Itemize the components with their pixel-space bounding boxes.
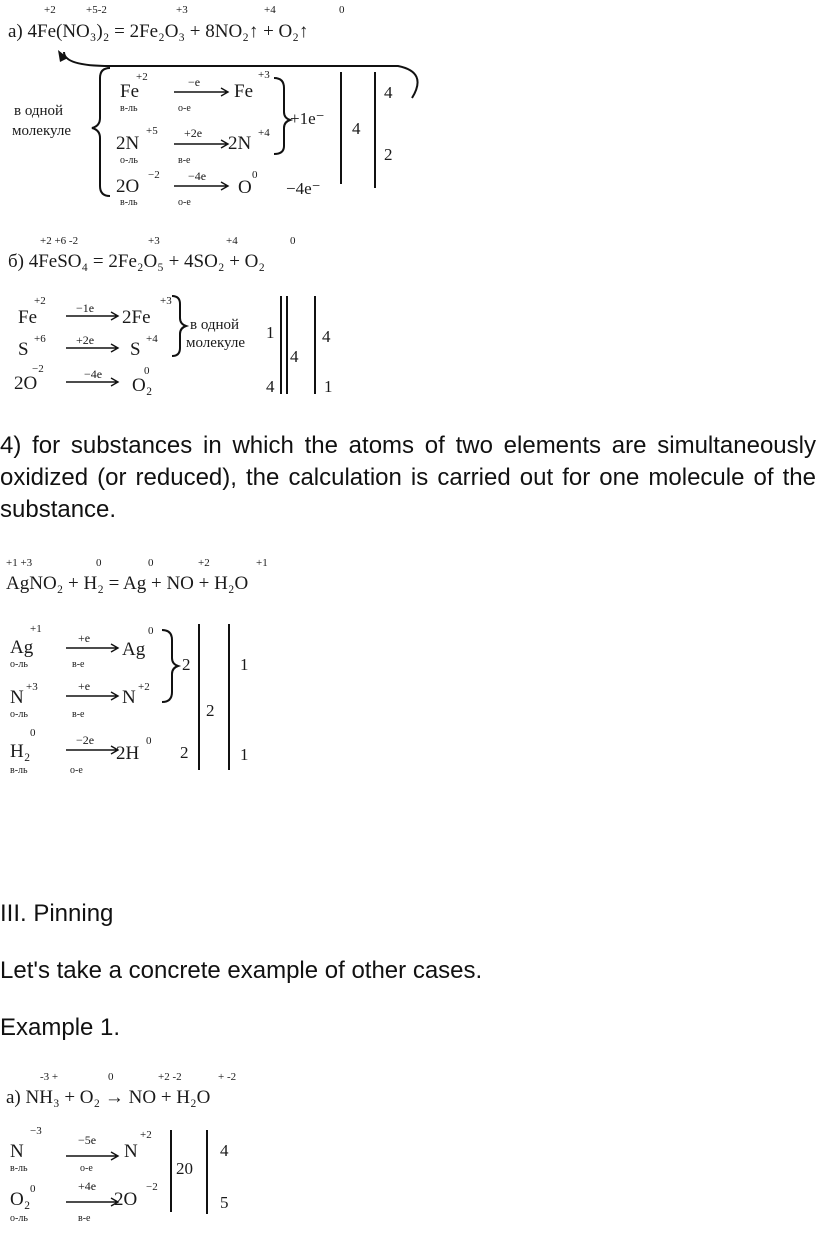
balance-line (374, 72, 376, 188)
transfer-count: 2 (180, 743, 189, 762)
ox-state: +4 (146, 333, 158, 345)
ox-state: +3 (148, 235, 160, 247)
coefficient: 5 (220, 1193, 229, 1212)
ox-state: +2 -2 (158, 1071, 182, 1083)
balance-line (280, 296, 282, 394)
equation-a: а) 4Fe(NO₃)₂ = 2Fe₂O₃ + 8NO₂↑ + O₂↑ (8, 21, 309, 42)
ox-state: +2 (136, 71, 148, 83)
electron-mark: +2e (76, 333, 95, 347)
process-label: о-е (80, 1163, 93, 1174)
ox-state: 0 (339, 4, 345, 16)
transfer-count: 4 (266, 377, 275, 396)
lcm-value: 2 (206, 701, 215, 720)
ox-state: 0 (148, 557, 154, 569)
balance-line (206, 1130, 208, 1214)
electron-mark: +e (78, 631, 91, 645)
ox-state: 0 (290, 235, 296, 247)
electron-mark: −1e (76, 301, 95, 315)
role-label: в-ль (120, 103, 138, 114)
electron-mark: −5e (78, 1133, 97, 1147)
species: 2N (116, 133, 140, 154)
electron-sum: +1e⁻ (290, 109, 325, 128)
side-label: в одной (190, 317, 240, 333)
ox-state: 0 (252, 169, 258, 181)
species: N (10, 687, 24, 708)
rule-paragraph: 4) for substances in which the atoms of two elements are simultaneously oxidized (or reduced), the calculation is carried out for one molecule of the substance. (0, 432, 816, 523)
equation-d: а) NH₃ + O₂ → NO + H₂O (6, 1087, 211, 1108)
ox-state: +2 (34, 295, 46, 307)
lcm-value: 4 (352, 119, 361, 138)
example-label: Example 1. (0, 1014, 121, 1041)
species: S (18, 339, 29, 360)
ox-state: −2 (146, 1181, 158, 1193)
balance-line (228, 624, 230, 770)
ox-state: +1 (256, 557, 268, 569)
ox-state: +3 (26, 681, 38, 693)
ox-state: +3 (160, 295, 172, 307)
species: H₂ (10, 741, 31, 762)
process-label: в-е (178, 155, 191, 166)
coefficient: 4 (322, 327, 331, 346)
process-label: в-е (72, 709, 85, 720)
transfer-count: 1 (266, 323, 275, 342)
ox-state: +2 +6 -2 (40, 235, 79, 247)
coefficient: 1 (240, 745, 249, 764)
process-label: о-е (178, 103, 191, 114)
ox-state: +2 (44, 4, 56, 16)
electron-sum: −4e⁻ (286, 179, 321, 198)
electron-mark: +e (78, 679, 91, 693)
species: N (10, 1141, 24, 1162)
side-label: молекуле (12, 123, 71, 139)
ox-state: +4 (258, 127, 270, 139)
species: 2O (114, 1189, 138, 1210)
coefficient: 2 (384, 145, 393, 164)
species: N (124, 1141, 138, 1162)
balance-line (340, 72, 342, 184)
balance-line (198, 624, 200, 770)
ox-state: 0 (146, 735, 152, 747)
species: 2N (228, 133, 252, 154)
electron-mark: −4e (84, 367, 103, 381)
ox-state: +3 (176, 4, 188, 16)
ox-state: 0 (144, 365, 150, 377)
coefficient: 1 (240, 655, 249, 674)
side-label: в одной (14, 103, 64, 119)
ox-state: +2 (140, 1129, 152, 1141)
role-label: в-ль (10, 765, 28, 776)
ox-state: +4 (264, 4, 276, 16)
process-label: о-е (70, 765, 83, 776)
species: 2H (116, 743, 140, 764)
process-label: о-е (178, 197, 191, 208)
section-heading: III. Pinning (0, 900, 114, 927)
ox-state: +1 (30, 623, 42, 635)
ox-state: +3 (258, 69, 270, 81)
species: O (238, 177, 252, 198)
electron-mark: +4e (78, 1179, 97, 1193)
role-label: о-ль (120, 155, 138, 166)
ox-state: +2 (198, 557, 210, 569)
role-label: в-ль (120, 197, 138, 208)
species: 2O (14, 373, 38, 394)
electron-mark: +2e (184, 126, 203, 140)
ox-state: 0 (108, 1071, 114, 1083)
ox-state: +5 (146, 125, 158, 137)
electron-mark: −e (188, 75, 201, 89)
role-label: в-ль (10, 1163, 28, 1174)
process-label: в-е (78, 1213, 91, 1224)
electron-mark: −4e (188, 169, 207, 183)
transfer-count: 2 (182, 655, 191, 674)
balance-line (286, 296, 288, 394)
species: O₂ (10, 1189, 31, 1210)
coefficient: 4 (384, 83, 393, 102)
ox-state: 0 (30, 1183, 36, 1195)
lcm-value: 4 (290, 347, 299, 366)
role-label: о-ль (10, 1213, 28, 1224)
species: O₂ (132, 375, 153, 396)
role-label: о-ль (10, 709, 28, 720)
role-label: о-ль (10, 659, 28, 670)
balance-line (170, 1130, 172, 1212)
electron-mark: −2e (76, 733, 95, 747)
species: S (130, 339, 141, 360)
equation-c: AgNO₂ + H₂ = Ag + NO + H₂O (6, 573, 249, 594)
species: Fe (120, 81, 139, 102)
ox-state: +4 (226, 235, 238, 247)
ox-state: +2 (138, 681, 150, 693)
intro-text: Let's take a concrete example of other cases. (0, 957, 483, 984)
ox-state: 0 (30, 727, 36, 739)
species: Fe (18, 307, 37, 328)
lcm-value: 20 (176, 1159, 193, 1178)
coefficient: 1 (324, 377, 333, 396)
species: 2O (116, 176, 140, 197)
ox-state: −2 (32, 363, 44, 375)
ox-state: 0 (96, 557, 102, 569)
species: Ag (122, 639, 146, 660)
ox-state: + -2 (218, 1071, 237, 1083)
equation-b: б) 4FeSO₄ = 2Fe₂O₅ + 4SO₂ + O₂ (8, 251, 266, 272)
species: 2Fe (122, 307, 151, 328)
process-label: в-е (72, 659, 85, 670)
ox-state: −3 (30, 1125, 42, 1137)
ox-state: -3 + (40, 1071, 59, 1083)
species: N (122, 687, 136, 708)
ox-state: 0 (148, 625, 154, 637)
ox-state: +6 (34, 333, 46, 345)
coefficient: 4 (220, 1141, 229, 1160)
side-label: молекуле (186, 335, 245, 351)
ox-state: +1 +3 (6, 557, 33, 569)
balance-line (314, 296, 316, 394)
species: Fe (234, 81, 253, 102)
ox-state: −2 (148, 169, 160, 181)
species: Ag (10, 637, 34, 658)
ox-state: +5-2 (86, 4, 107, 16)
